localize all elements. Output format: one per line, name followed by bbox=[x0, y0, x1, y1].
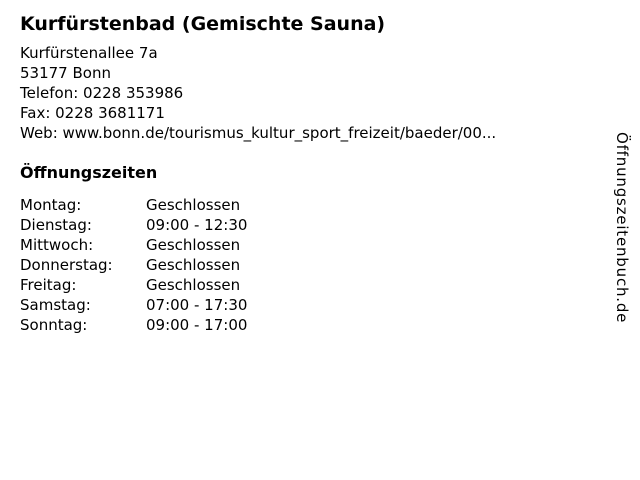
day-label: Mittwoch: bbox=[20, 236, 94, 254]
opening-hours-row-thursday bbox=[20, 255, 247, 275]
fax-line: Fax: 0228 3681171 bbox=[20, 104, 165, 122]
opening-hours-row-tuesday bbox=[20, 215, 247, 235]
day-hours: 09:00 - 17:00 bbox=[146, 316, 248, 334]
day-hours: Geschlossen bbox=[146, 256, 241, 274]
opening-hours-row-friday bbox=[20, 275, 247, 295]
web-url-line: Web: www.bonn.de/tourismus_kultur_sport_freizeit/baeder/00... bbox=[20, 124, 497, 142]
opening-hours-row-sunday bbox=[20, 315, 247, 335]
opening-hours-heading: Öffnungszeiten bbox=[20, 163, 158, 182]
day-hours: 09:00 - 12:30 bbox=[146, 216, 248, 234]
day-label: Samstag: bbox=[20, 296, 91, 314]
page-title: Kurfürstenbad (Gemischte Sauna) bbox=[20, 13, 386, 35]
day-hours: Geschlossen bbox=[146, 196, 241, 214]
opening-hours-row-monday bbox=[20, 195, 247, 215]
contact-info bbox=[20, 43, 496, 143]
day-label: Sonntag: bbox=[20, 316, 88, 334]
day-hours: 07:00 - 17:30 bbox=[146, 296, 248, 314]
day-hours: Geschlossen bbox=[146, 236, 241, 254]
day-hours: Geschlossen bbox=[146, 276, 241, 294]
opening-hours-row-wednesday bbox=[20, 235, 247, 255]
day-label: Freitag: bbox=[20, 276, 77, 294]
day-label: Donnerstag: bbox=[20, 256, 113, 274]
opening-hours-table bbox=[20, 195, 247, 335]
opening-hours-row-saturday bbox=[20, 295, 247, 315]
phone-line: Telefon: 0228 353986 bbox=[20, 84, 184, 102]
address-street: Kurfürstenallee 7a bbox=[20, 44, 158, 62]
day-label: Montag: bbox=[20, 196, 82, 214]
watermark-oeffnungszeitenbuch: Öffnungszeitenbuch.de bbox=[613, 132, 631, 324]
day-label: Dienstag: bbox=[20, 216, 92, 234]
address-city: 53177 Bonn bbox=[20, 64, 111, 82]
